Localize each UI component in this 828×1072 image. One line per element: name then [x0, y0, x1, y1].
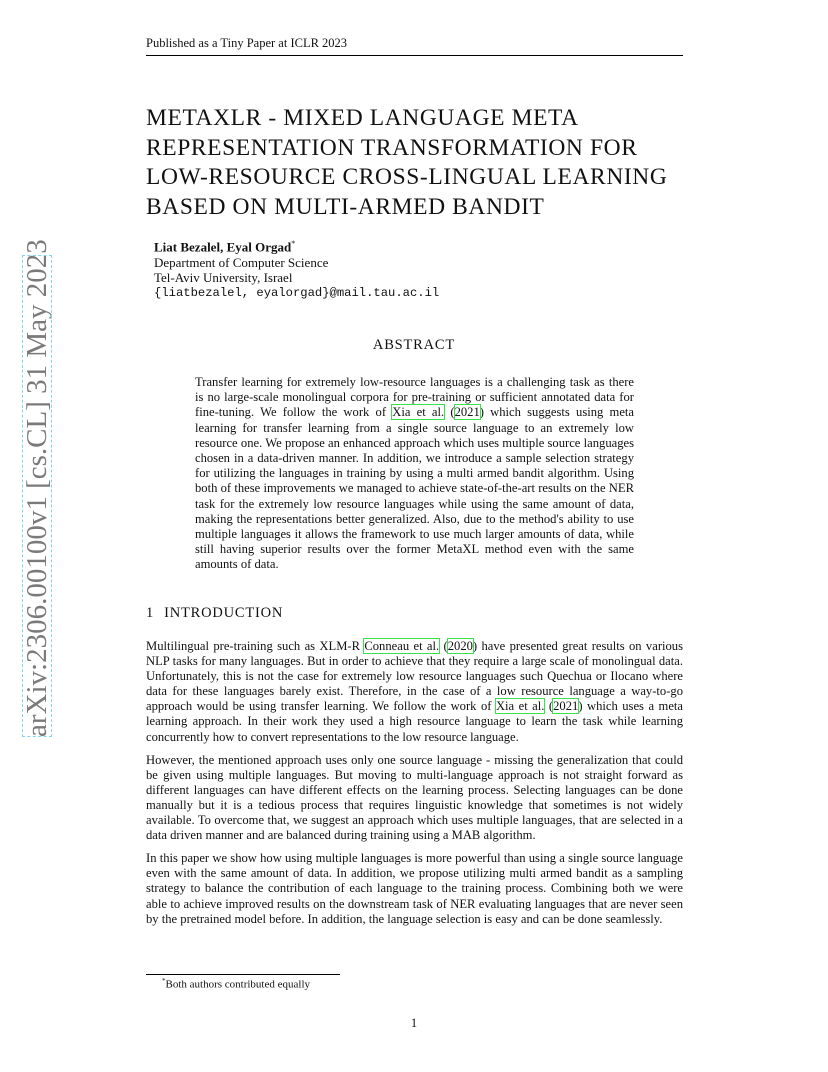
citation-link-conneau[interactable]: Conneau et al.	[364, 639, 440, 653]
arxiv-identifier-link[interactable]: arXiv:2306.00100v1 [cs.CL] 31 May 2023	[21, 239, 53, 737]
citation-year-link-xia[interactable]: 2021	[553, 699, 579, 714]
author-footnote-mark[interactable]: *	[291, 239, 296, 248]
abstract-heading: ABSTRACT	[372, 337, 456, 353]
section-heading-introduction	[146, 605, 283, 622]
citation-link-xia[interactable]: Xia et al.	[495, 699, 545, 714]
citation-year-link-xia[interactable]: 2021	[454, 405, 480, 420]
page-number: 1	[410, 1016, 418, 1030]
running-header: Published as a Tiny Paper at ICLR 2023	[146, 36, 683, 56]
introduction-body	[146, 639, 683, 935]
footnote	[162, 977, 310, 991]
section-number: 1	[146, 605, 155, 621]
paragraph-text: ) which uses a meta learning approach. In their work they used a high resource language to learn the task while learning concurrently how to convert representations to the low resource language.	[146, 699, 683, 744]
footnote-mark: *	[162, 977, 166, 985]
author-email: {liatbezalel, eyalorgad}@mail.tau.ac.il	[154, 285, 440, 300]
abstract-text-part: ) which suggests using meta learning for transfer learning from a single source language to an extremely low resource one. We propose an enhanced approach which uses multiple source languages chosen in a data-driven manner. In addition, we introduce a sample selection strategy for utilizing the languages in training by using a multi armed bandit algorithm. Using both of these improvements we managed to achieve state-of-the-art results on the NER task for the extremely low resource languages while using the same amount of data, making the representations better generalized. Also, due to the method's ability to use multiple languages it allows the framework to use much larger amounts of data, while still having superior results over the former MetaXL method even with the same amounts of data.	[195, 405, 634, 572]
abstract-text: Transfer learning for extremely low-resource languages is a challenging task as there is no large-scale monolingual corpora for pre-training or sufficient annotated data for fine-tuning. We follow the work of Xia et al. (2021) which suggests using meta learning for transfer learning from a single source language to an extremely low resource one. We propose an enhanced approach which uses multiple source languages chosen in a data-driven manner. In addition, we introduce a sample selection strategy for utilizing the languages in training by using a multi armed bandit algorithm. Using both of these improvements we managed to achieve state-of-the-art results on the NER task for the extremely low resource languages while using the same amount of data, making the representations better generalized. Also, due to the method's ability to use multiple languages it allows the framework to use much larger amounts of data, while still having superior results over the former MetaXL method even with the same amounts of data.	[195, 375, 634, 572]
paragraph: In this paper we show how using multiple languages is more powerful than using a single source language even with the same amount of data. In addition, we propose utilizing multi armed bandit as a sampling strategy to balance the contribution of each language to the training process. Combining both we were able to achieve improved results on the downstream task of NER evaluating languages that are never seen by the pretrained model before. In addition, the language selection is easy and can be done seamlessly.	[146, 851, 683, 926]
citation-year-link-conneau[interactable]: 2020	[447, 639, 473, 653]
paragraph: Multilingual pre-training such as XLM-R Conneau et al. (2020) have presented great results on various NLP tasks for many languages. But in order to achieve that they require a large scale of monolingual data. Unfortunately, this is not the case for extremely low resource languages such Quechua or Ilocano where data for these languages barely exist. Therefore, in the case of a low resource language a way-to-go approach would be using transfer learning. We follow the work of Xia et al. (2021) which uses a meta learning approach. In their work they used a high resource language to learn the task while learning concurrently how to convert representations to the low resource language.	[146, 639, 684, 744]
paragraph-text: Multilingual pre-training such as XLM-R	[146, 639, 365, 653]
footnote-rule	[146, 974, 340, 975]
paragraph-text: ) have presented great results on various NLP tasks for many languages. But in order to achieve that they require a large scale of monolingual data. Unfortunately, this is not the case for extremely low resource languages such Quechua or Ilocano where data for these languages barely exist. Therefore, in the case of a low resource language a way-to-go approach would be using transfer learning. We follow the work of	[146, 639, 684, 714]
section-title: INTRODUCTION	[164, 605, 284, 621]
paragraph: However, the mentioned approach uses only one source language - missing the generalization that could be given using multiple languages. But moving to multi-language approach is not straight forward as different languages can have different effects on the learning process. Selecting languages can be done manually but it is a tedious process that requires linguistic knowledge that sometimes is not widely available. To overcome that, we suggest an approach which uses multiple languages, that are selected in a data driven manner and are balanced during training using a MAB algorithm.	[146, 752, 683, 843]
author-names: Liat Bezalel, Eyal Orgad	[154, 239, 292, 255]
author-block	[154, 236, 654, 301]
footnote-text: Both authors contributed equally	[165, 978, 310, 991]
paper-title: METAXLR - MIXED LANGUAGE META REPRESENTATION TRANSFORMATION FOR LOW-RESOURCE CROSS-LINGUAL LEARNING BASED ON MULTI-ARMED BANDIT	[146, 105, 668, 220]
abstract-text-part: Transfer learning for extremely low-resource languages is a challenging task as there is no large-scale monolingual corpora for pre-training or sufficient annotated data for fine-tuning. We follow the work of	[195, 375, 634, 420]
citation-link-xia[interactable]: Xia et al.	[392, 405, 445, 420]
author-department: Department of Computer Science	[154, 254, 329, 270]
author-university: Tel-Aviv University, Israel	[154, 270, 293, 286]
